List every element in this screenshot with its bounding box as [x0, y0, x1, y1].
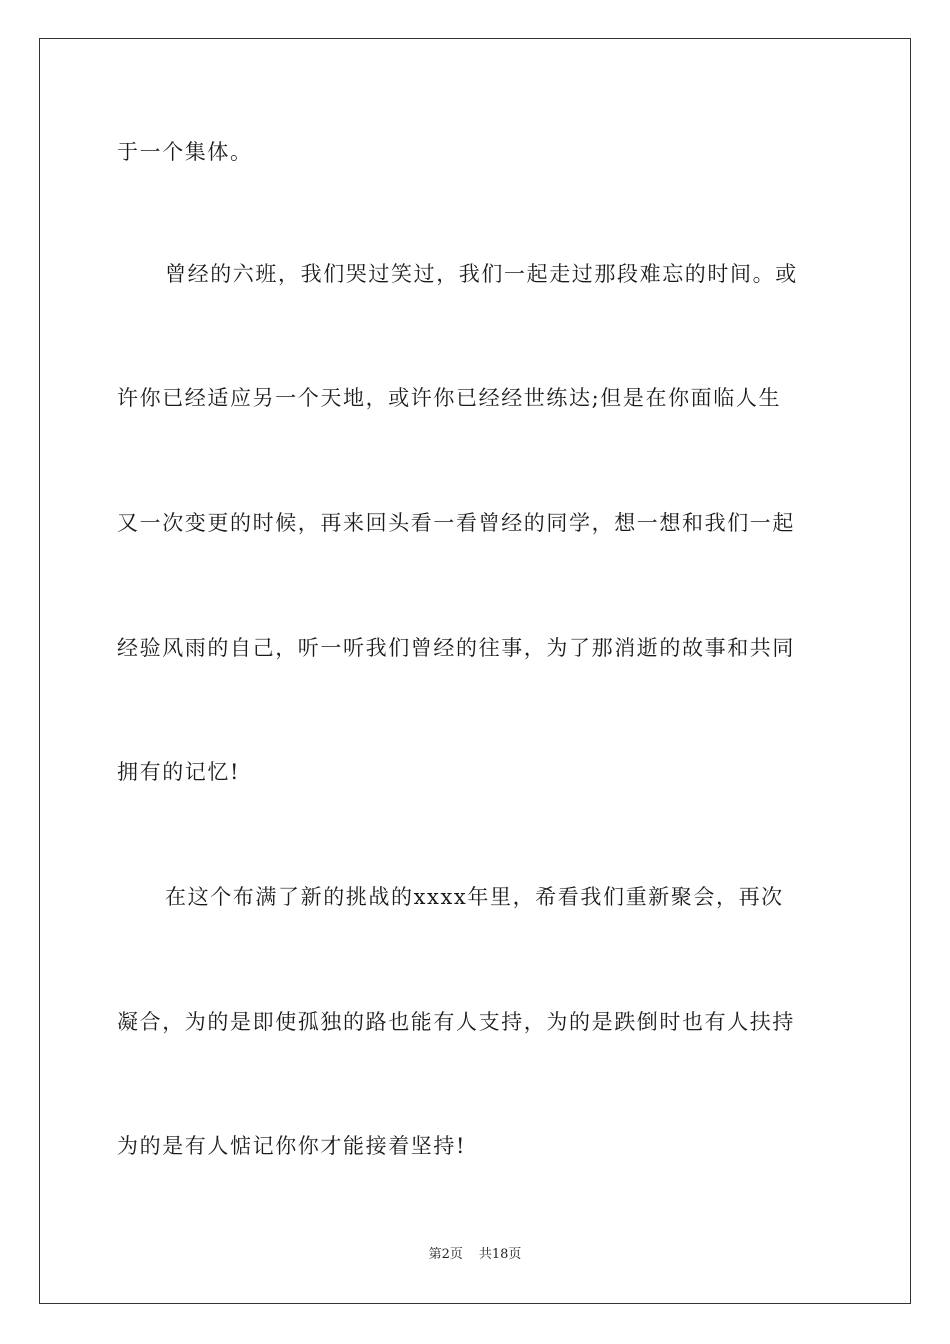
text-line: 为的是有人惦记你你才能接着坚持! — [117, 1134, 467, 1158]
page-total: 共18页 — [478, 1247, 522, 1262]
page-number: 第2页 — [428, 1247, 463, 1262]
page-footer — [0, 1247, 950, 1263]
text-line: 经验风雨的自己，听一听我们曾经的往事，为了那消逝的故事和共同 — [117, 636, 795, 660]
paragraph-start-line: 在这个布满了新的挑战的xxxx年里，希看我们重新聚会，再次 — [165, 885, 784, 909]
text-line: 于一个集体。 — [117, 140, 253, 164]
text-line: 拥有的记忆! — [117, 760, 241, 784]
text-line: 又一次变更的时候，再来回头看一看曾经的同学，想一想和我们一起 — [117, 511, 795, 535]
paragraph-start-line: 曾经的六班，我们哭过笑过，我们一起走过那段难忘的时间。或 — [165, 262, 798, 286]
text-line: 许你已经适应另一个天地，或许你已经经世练达;但是在你面临人生 — [117, 386, 782, 410]
page-border — [39, 38, 911, 1304]
text-line: 凝合，为的是即使孤独的路也能有人支持，为的是跌倒时也有人扶持 — [117, 1010, 795, 1034]
